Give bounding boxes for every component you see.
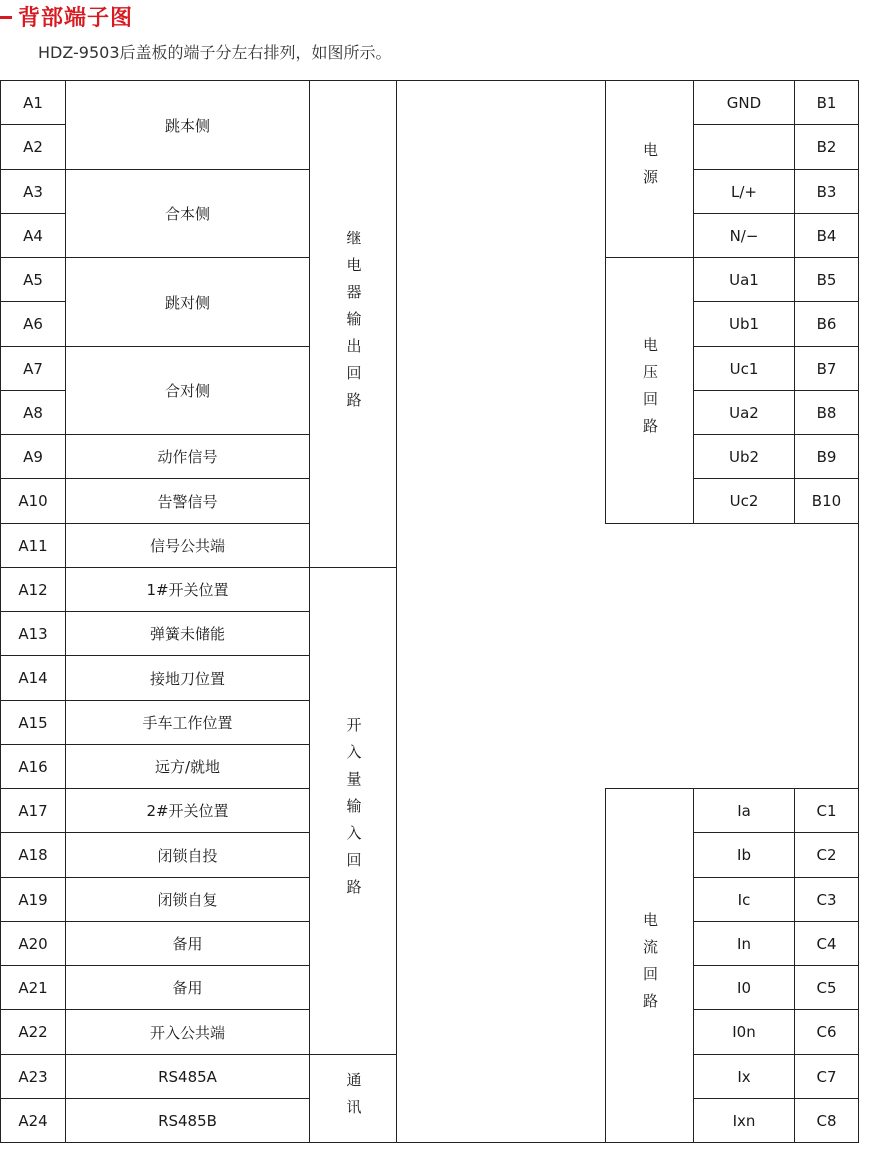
function-cell: 备用 <box>65 965 310 1010</box>
function-cell: 告警信号 <box>65 478 310 524</box>
page-title <box>0 2 133 36</box>
terminal-cell-b5: B5 <box>794 257 859 302</box>
signal-cell: Ia <box>693 788 795 833</box>
signal-cell: Ixn <box>693 1098 795 1143</box>
terminal-cell-b9: B9 <box>794 434 859 479</box>
signal-cell: Ub2 <box>693 434 795 479</box>
terminal-cell-a13: A13 <box>0 611 66 656</box>
terminal-cell-a4: A4 <box>0 213 66 258</box>
terminal-cell-c5: C5 <box>794 965 859 1010</box>
page-subtitle: HDZ-9503后盖板的端子分左右排列，如图所示。 <box>38 43 392 62</box>
function-cell: 跳本侧 <box>65 80 310 170</box>
group-cell-left-text: 继电器输出回路 <box>344 229 363 419</box>
function-cell: 开入公共端 <box>65 1009 310 1055</box>
terminal-cell-b6: B6 <box>794 301 859 347</box>
terminal-cell-a1: A1 <box>0 80 66 125</box>
terminal-cell-a21: A21 <box>0 965 66 1010</box>
terminal-cell-a10: A10 <box>0 478 66 524</box>
terminal-cell-a20: A20 <box>0 921 66 966</box>
signal-cell: Ua2 <box>693 390 795 435</box>
signal-cell: In <box>693 921 795 966</box>
terminal-cell-a8: A8 <box>0 390 66 435</box>
terminal-cell-a15: A15 <box>0 700 66 745</box>
terminal-cell-a17: A17 <box>0 788 66 833</box>
terminal-cell-b10: B10 <box>794 478 859 524</box>
title-dash-mark <box>0 16 12 19</box>
terminal-cell-a16: A16 <box>0 744 66 789</box>
group-cell-left <box>309 80 397 568</box>
signal-cell: GND <box>693 80 795 125</box>
terminal-cell-b4: B4 <box>794 213 859 258</box>
function-cell: 远方/就地 <box>65 744 310 789</box>
group-cell-right <box>605 788 694 1143</box>
terminal-cell-c7: C7 <box>794 1054 859 1099</box>
signal-cell: Uc1 <box>693 346 795 391</box>
function-cell: 1#开关位置 <box>65 567 310 612</box>
function-cell: 闭锁自复 <box>65 877 310 922</box>
signal-cell: Uc2 <box>693 478 795 524</box>
signal-cell: Ic <box>693 877 795 922</box>
signal-cell: Ua1 <box>693 257 795 302</box>
title-text: 背部端子图 <box>18 6 134 31</box>
group-cell-right-text: 电压回路 <box>641 336 659 445</box>
terminal-cell-b8: B8 <box>794 390 859 435</box>
signal-cell: Ub1 <box>693 301 795 347</box>
terminal-cell-a9: A9 <box>0 434 66 479</box>
terminal-cell-a2: A2 <box>0 124 66 170</box>
function-cell: 2#开关位置 <box>65 788 310 833</box>
terminal-cell-a19: A19 <box>0 877 66 922</box>
function-cell: 接地刀位置 <box>65 655 310 701</box>
terminal-cell-a6: A6 <box>0 301 66 347</box>
function-cell: 合本侧 <box>65 169 310 258</box>
group-cell-right <box>605 80 694 258</box>
function-cell: 手车工作位置 <box>65 700 310 745</box>
terminal-cell-c1: C1 <box>794 788 859 833</box>
signal-cell: I0 <box>693 965 795 1010</box>
terminal-cell-a3: A3 <box>0 169 66 214</box>
signal-cell: I0n <box>693 1009 795 1055</box>
signal-cell: L/+ <box>693 169 795 214</box>
group-cell-left <box>309 1054 397 1143</box>
terminal-cell-c3: C3 <box>794 877 859 922</box>
terminal-cell-b2: B2 <box>794 124 859 170</box>
group-cell-left <box>309 567 397 1055</box>
terminal-cell-c4: C4 <box>794 921 859 966</box>
terminal-cell-a11: A11 <box>0 523 66 568</box>
group-cell-right-text: 电源 <box>641 142 659 196</box>
function-cell: 动作信号 <box>65 434 310 479</box>
terminal-cell-b3: B3 <box>794 169 859 214</box>
terminal-cell-a7: A7 <box>0 346 66 391</box>
terminal-cell-b1: B1 <box>794 80 859 125</box>
function-cell: RS485A <box>65 1054 310 1099</box>
terminal-cell-c8: C8 <box>794 1098 859 1143</box>
signal-cell: N/− <box>693 213 795 258</box>
group-cell-right <box>605 257 694 524</box>
function-cell: 合对侧 <box>65 346 310 435</box>
terminal-cell-a18: A18 <box>0 832 66 878</box>
group-cell-left-text: 通讯 <box>344 1071 363 1126</box>
signal-cell: Ix <box>693 1054 795 1099</box>
terminal-cell-c6: C6 <box>794 1009 859 1055</box>
function-cell: 备用 <box>65 921 310 966</box>
function-cell: 弹簧未储能 <box>65 611 310 656</box>
terminal-cell-b7: B7 <box>794 346 859 391</box>
terminal-cell-a5: A5 <box>0 257 66 302</box>
function-cell: 闭锁自投 <box>65 832 310 878</box>
signal-cell: Ib <box>693 832 795 878</box>
terminal-cell-c2: C2 <box>794 832 859 878</box>
signal-cell <box>693 124 795 170</box>
function-cell: 信号公共端 <box>65 523 310 568</box>
terminal-cell-a24: A24 <box>0 1098 66 1143</box>
group-cell-right-text: 电流回路 <box>641 911 659 1020</box>
terminal-cell-a14: A14 <box>0 655 66 701</box>
terminal-cell-a23: A23 <box>0 1054 66 1099</box>
function-cell: RS485B <box>65 1098 310 1143</box>
terminal-cell-a22: A22 <box>0 1009 66 1055</box>
group-cell-left-text: 开入量输入回路 <box>344 716 363 906</box>
terminal-cell-a12: A12 <box>0 567 66 612</box>
function-cell: 跳对侧 <box>65 257 310 347</box>
